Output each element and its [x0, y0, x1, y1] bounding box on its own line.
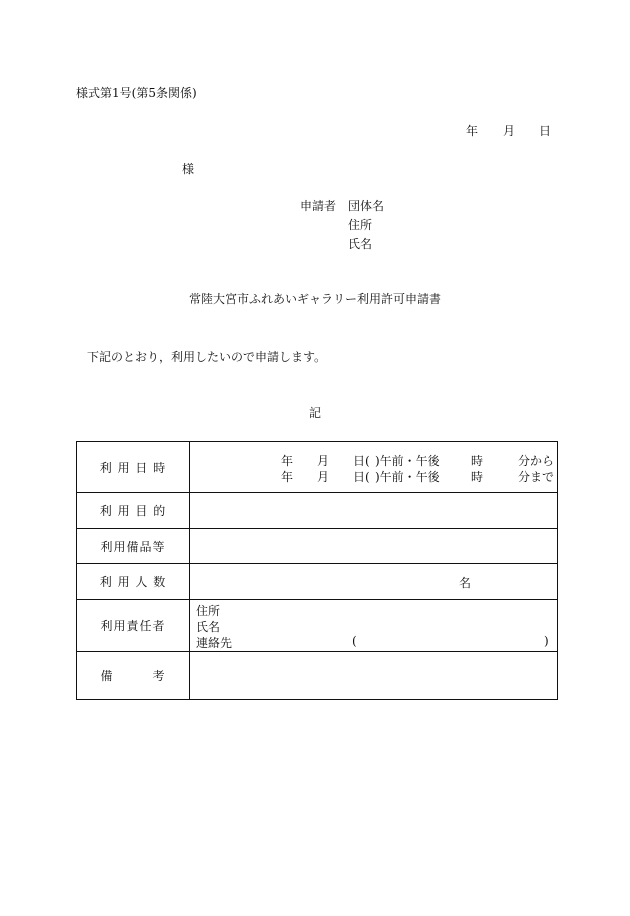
- table-row-equipment: [77, 529, 558, 564]
- people-label: 利 用 人 数: [77, 564, 190, 600]
- date1-ampm: )午前・午後: [375, 454, 440, 468]
- applicant-label: 申請者: [300, 199, 337, 213]
- contact-paren-open: (: [352, 634, 357, 648]
- table-row-purpose: [77, 493, 558, 529]
- date2-month: 月: [317, 470, 330, 484]
- equipment-label: 利用備品等: [77, 529, 190, 564]
- date1-hour: 時: [471, 454, 484, 468]
- date2-day: 日(: [353, 470, 370, 484]
- intro-text: 下記のとおり，利用したいので申請します。: [87, 350, 327, 364]
- purpose-label: 利 用 目 的: [77, 493, 190, 529]
- date2-ampm: )午前・午後: [375, 470, 440, 484]
- people-value-cell[interactable]: [190, 564, 558, 600]
- responsible-value-cell[interactable]: [190, 600, 558, 652]
- date2-tail: 分まで: [518, 470, 555, 484]
- people-unit: 名: [459, 576, 472, 590]
- contact-paren-close: ): [544, 634, 549, 648]
- purpose-value-cell[interactable]: [190, 493, 558, 529]
- responsible-label: 利用責任者: [77, 600, 190, 652]
- remarks-value-cell[interactable]: [190, 652, 558, 700]
- table-row-date: [77, 442, 558, 493]
- addressee-suffix: 様: [182, 162, 195, 176]
- date2-hour: 時: [471, 470, 484, 484]
- date2-year: 年: [281, 470, 294, 484]
- date-month: 月: [503, 124, 516, 138]
- form-number: 様式第1号(第5条関係): [76, 86, 197, 100]
- application-table: [76, 441, 558, 700]
- applicant-name-label: 氏名: [348, 237, 373, 251]
- date-year: 年: [466, 124, 479, 138]
- date-day: 日: [539, 124, 552, 138]
- responsible-contact-label: 連絡先: [196, 636, 233, 650]
- ki-heading: 記: [308, 406, 321, 420]
- date1-month: 月: [317, 454, 330, 468]
- date-value-cell[interactable]: [190, 442, 558, 493]
- table-row-people: [77, 564, 558, 600]
- responsible-name-label: 氏名: [196, 620, 221, 634]
- remarks-label: 備 考: [77, 652, 190, 700]
- date1-tail: 分から: [518, 454, 555, 468]
- date1-day: 日(: [353, 454, 370, 468]
- responsible-address-label: 住所: [196, 604, 221, 618]
- table-row-responsible: [77, 600, 558, 652]
- date-label: 利 用 日 時: [77, 442, 190, 493]
- equipment-value-cell[interactable]: [190, 529, 558, 564]
- applicant-address-label: 住所: [348, 218, 373, 232]
- document-title: 常陸大宮市ふれあいギャラリー利用許可申請書: [188, 292, 441, 306]
- date1-year: 年: [281, 454, 294, 468]
- table-row-remarks: [77, 652, 558, 700]
- applicant-group-name-label: 団体名: [348, 199, 385, 213]
